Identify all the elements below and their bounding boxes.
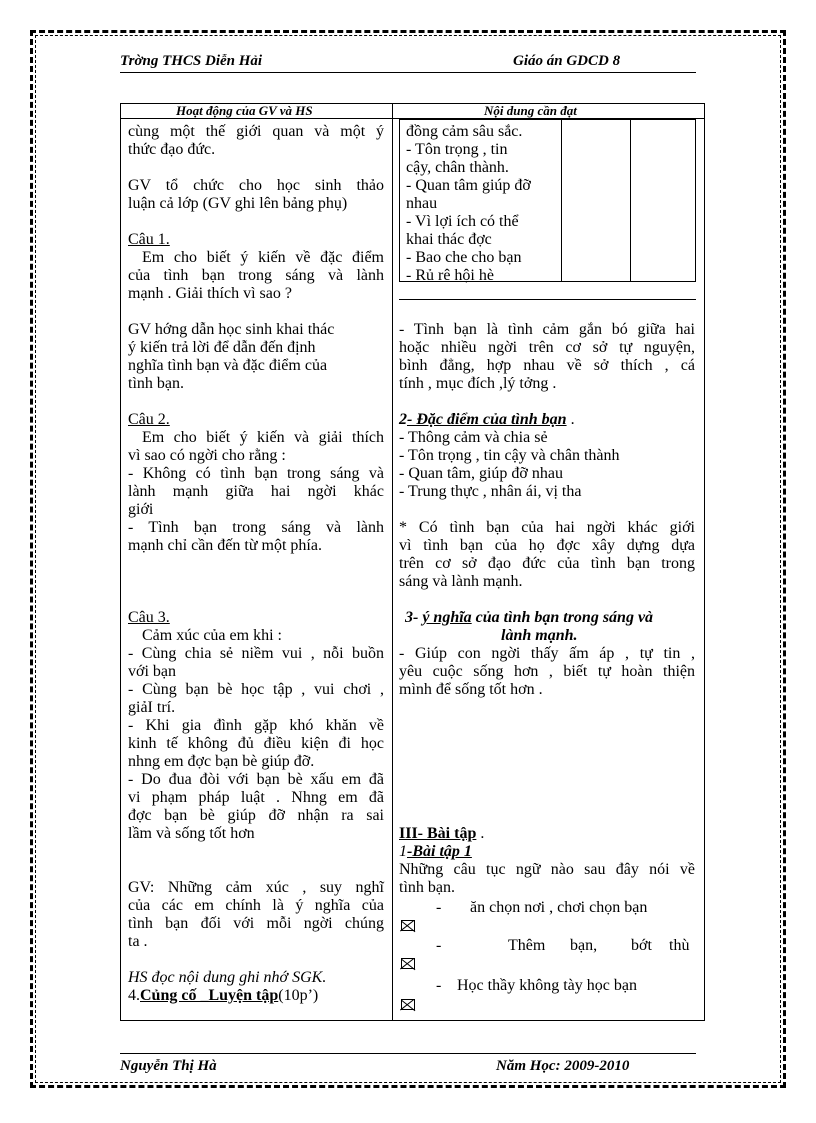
left-text: tình bạn. bbox=[128, 375, 184, 392]
right-text: trên cơ sở đạo đức của tình bạn trong bbox=[399, 555, 695, 572]
left-text: thức đạo đức. bbox=[128, 141, 216, 158]
consolidation-line bbox=[128, 987, 318, 1005]
option-2-word: Thêm bbox=[508, 937, 546, 954]
right-text: - Thông cảm và chia sẻ bbox=[399, 429, 548, 446]
left-text: GV tổ chức cho học sinh thảo bbox=[128, 177, 384, 194]
right-text: - Tôn trọng , tin cậy và chân thành bbox=[399, 447, 620, 464]
left-text: mạnh chỉ cần đến từ một phía. bbox=[128, 537, 322, 554]
section-3-heading-cont: lành mạnh. bbox=[501, 627, 578, 644]
exercises-period: . bbox=[476, 825, 485, 842]
section-3-keyword: ý nghĩa bbox=[422, 609, 472, 626]
left-text: với bạn bbox=[128, 663, 177, 680]
exercise-1-heading bbox=[399, 843, 472, 861]
checkbox-envelope-icon[interactable] bbox=[401, 999, 415, 1010]
box-text: đồng cảm sâu sắc. bbox=[406, 123, 523, 140]
option-2-dash: - bbox=[436, 937, 442, 954]
left-text: nghĩa tình bạn và đặc điểm của bbox=[128, 357, 328, 374]
left-text: vi phạm pháp luật . Nhng em đã bbox=[128, 789, 384, 806]
section-2-number: 2 bbox=[399, 411, 407, 428]
left-text: nhng em đợc bạn bè giúp đỡ. bbox=[128, 753, 315, 770]
left-text: của tình bạn trong sáng và lành bbox=[128, 267, 384, 284]
option-2-word: bạn, bbox=[570, 937, 598, 954]
column-header-content: Nội dung cần đạt bbox=[484, 103, 577, 118]
right-text: - Tình bạn là tình cảm gắn bó giữa hai bbox=[399, 321, 695, 338]
column-header-teacher: Hoạt động của GV và HS bbox=[176, 103, 313, 118]
footer-teacher: Nguyễn Thị Hà bbox=[120, 1058, 217, 1074]
left-text: lầm và sống tốt hơn bbox=[128, 825, 255, 842]
left-text: - Cùng bạn bè học tập , vui chơi , bbox=[128, 681, 384, 698]
left-text: luận cả lớp (GV ghi lên bảng phụ) bbox=[128, 195, 348, 212]
inner-table-bottom-rule bbox=[399, 299, 696, 300]
left-text: của các em chính là ý nghĩa của bbox=[128, 897, 384, 914]
option-1-dash: - bbox=[436, 899, 442, 916]
option-2-word: thù bbox=[669, 937, 690, 954]
section-2-title: - Đặc điểm của tình bạn bbox=[407, 411, 567, 428]
question-3-label: Câu 3. bbox=[128, 609, 170, 626]
right-text: hoặc nhiều ngời trên cơ sở tự nguyện, bbox=[399, 339, 695, 356]
checkbox-envelope-icon[interactable] bbox=[401, 920, 415, 931]
exercises-title: III- Bài tập bbox=[399, 825, 477, 842]
table-column-divider bbox=[392, 103, 393, 1021]
left-text: vì sao có ngời cho rằng : bbox=[128, 447, 286, 464]
right-text: tình bạn. bbox=[399, 879, 455, 896]
option-3-dash: - bbox=[436, 977, 442, 994]
inner-table-divider-1 bbox=[561, 119, 562, 282]
right-text: vì tình bạn của họ đợc xây dựng dựa bbox=[399, 537, 695, 554]
section-2-period: . bbox=[566, 411, 575, 428]
option-3-text: Học thầy không tày học bạn bbox=[457, 977, 637, 994]
box-text: - Quan tâm giúp đỡ bbox=[406, 177, 531, 194]
left-text: mạnh . Giải thích vì sao ? bbox=[128, 285, 292, 302]
left-text: - Do đua đòi với bạn bè xấu em đã bbox=[128, 771, 384, 788]
exercise-1-title: -Bài tập 1 bbox=[407, 843, 472, 860]
left-text: giới bbox=[128, 501, 154, 518]
left-text: cùng một thế giới quan và một ý bbox=[128, 123, 384, 140]
option-2-word: bớt bbox=[631, 937, 652, 954]
left-text: - Không có tình bạn trong sáng và bbox=[128, 465, 384, 482]
left-text: Em cho biết ý kiến về đặc điểm bbox=[142, 249, 384, 266]
left-text: Em cho biết ý kiến và giải thích bbox=[142, 429, 384, 446]
left-text: - Khi gia đình gặp khó khăn về bbox=[128, 717, 384, 734]
question-2-label: Câu 2. bbox=[128, 411, 170, 428]
checkbox-envelope-icon[interactable] bbox=[401, 958, 415, 969]
right-text: - Trung thực , nhân ái, vị tha bbox=[399, 483, 582, 500]
left-text: Cảm xúc của em khi : bbox=[142, 627, 282, 644]
box-text: - Bao che cho bạn bbox=[406, 249, 522, 266]
consolidation-duration: (10p’) bbox=[278, 987, 319, 1004]
left-text: HS đọc nội dung ghi nhớ SGK. bbox=[128, 969, 327, 986]
right-text: * Có tình bạn của hai ngời khác giới bbox=[399, 519, 695, 536]
question-1-label: Câu 1. bbox=[128, 231, 170, 248]
left-text: - Tình bạn trong sáng và lành bbox=[128, 519, 384, 536]
box-text: - Tôn trọng , tin bbox=[406, 141, 508, 158]
left-text: đợc bạn bè giúp đỡ nhận ra sai bbox=[128, 807, 384, 824]
header-rule bbox=[120, 72, 696, 73]
right-text: - Giúp con ngời thấy ấm áp , tự tin , bbox=[399, 645, 695, 662]
left-text: ý kiến trả lời để dẫn đến định bbox=[128, 339, 316, 356]
consolidation-number: 4. bbox=[128, 987, 140, 1004]
option-1-text: ăn chọn nơi , chơi chọn bạn bbox=[470, 899, 648, 916]
right-text: mình để sống tốt hơn . bbox=[399, 681, 543, 698]
header-subject: Giáo án GDCD 8 bbox=[513, 53, 621, 69]
box-text: cậy, chân thành. bbox=[406, 159, 509, 176]
right-text: sáng và lành mạnh. bbox=[399, 573, 523, 590]
header-school: Trờng THCS Diễn Hải bbox=[120, 53, 263, 69]
box-text: khai thác đợc bbox=[406, 231, 492, 248]
right-text: - Quan tâm, giúp đỡ nhau bbox=[399, 465, 563, 482]
inner-table-divider-2 bbox=[630, 119, 631, 282]
left-text: GV: Những cảm xúc , suy nghĩ bbox=[128, 879, 384, 896]
left-text: lành mạnh giữa hai ngời khác bbox=[128, 483, 384, 500]
left-text: ta . bbox=[128, 933, 148, 950]
right-text: tính , mục đích ,lý tởng . bbox=[399, 375, 557, 392]
consolidation-title: Củng cố _Luyện tập bbox=[140, 987, 279, 1004]
footer-rule bbox=[120, 1053, 696, 1054]
right-text: Những câu tục ngữ nào sau đây nói về bbox=[399, 861, 695, 878]
right-text: bình đẳng, hợp nhau về sở thích , cá bbox=[399, 357, 695, 374]
left-text: kinh tế không đủ điều kiện đi học bbox=[128, 735, 384, 752]
section-3-title: của tình bạn trong sáng và bbox=[471, 609, 654, 626]
section-3-number: 3- bbox=[405, 609, 423, 626]
right-text: yêu cuộc sống hơn , biết tự hoàn thiện bbox=[399, 663, 695, 680]
box-text: - Rủ rê hội hè bbox=[406, 267, 494, 284]
left-text: tình bạn đối với mỗi ngời chúng bbox=[128, 915, 384, 932]
footer-year: Năm Học: 2009-2010 bbox=[496, 1058, 630, 1074]
left-text: - Cùng chia sẻ niềm vui , nỗi buồn bbox=[128, 645, 384, 662]
box-text: - Vì lợi ích có thể bbox=[406, 213, 519, 230]
left-text: GV hớng dẫn học sinh khai thác bbox=[128, 321, 335, 338]
box-text: nhau bbox=[406, 195, 438, 212]
left-text: giảI trí. bbox=[128, 699, 176, 716]
exercises-heading bbox=[399, 825, 484, 843]
section-2-heading bbox=[399, 411, 575, 429]
exercise-1-number: 1 bbox=[399, 843, 407, 860]
section-3-heading bbox=[405, 609, 653, 627]
